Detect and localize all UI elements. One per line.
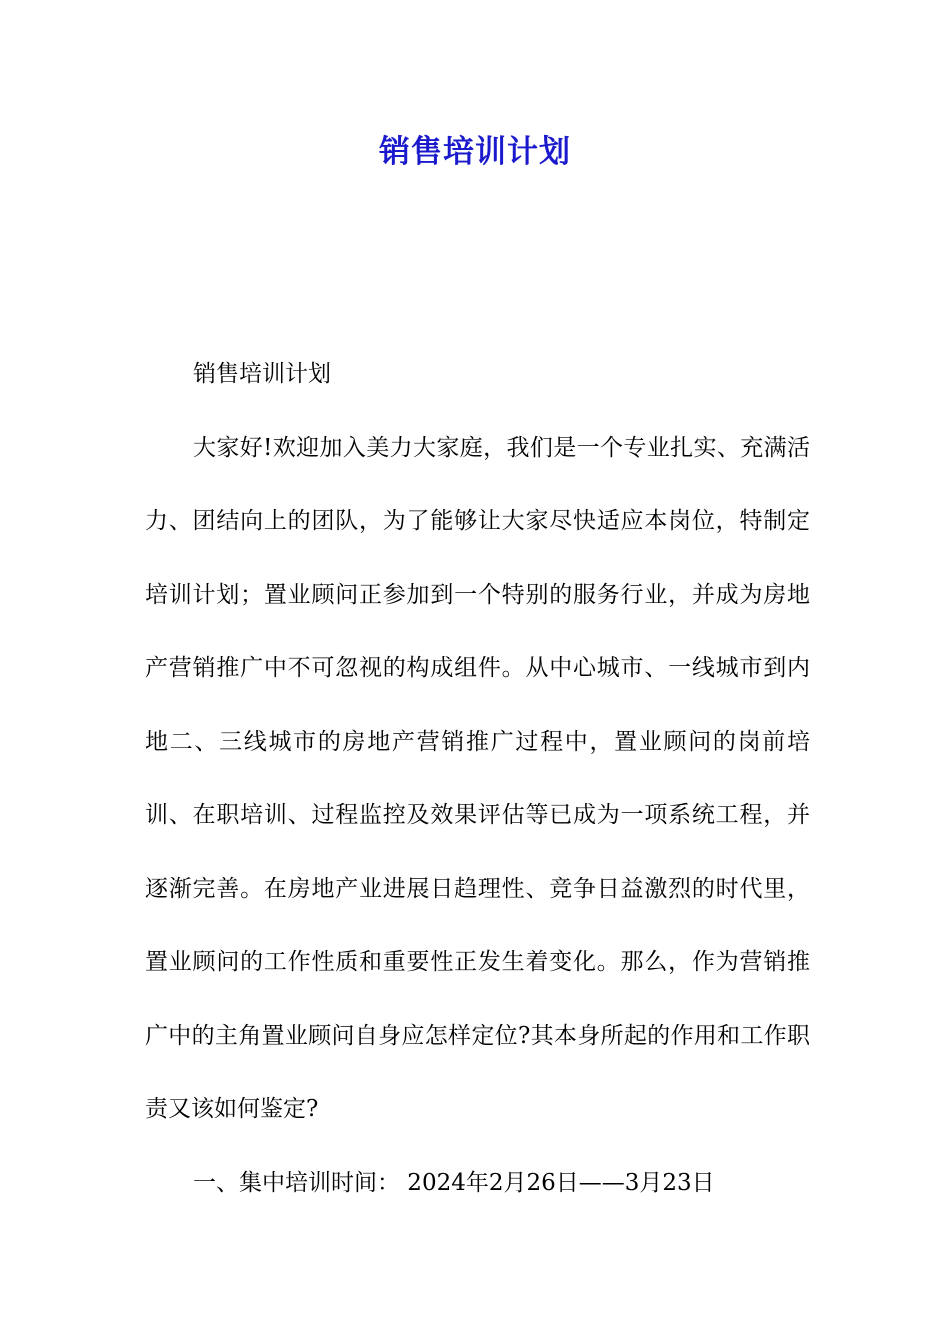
section-heading-training-time: 一、集中培训时间： 2024年2月26日——3月23日	[193, 1169, 715, 1196]
body-subtitle: 销售培训计划	[193, 361, 331, 387]
document-title: 销售培训计划	[379, 134, 571, 170]
intro-paragraph: 大家好!欢迎加入美力大家庭，我们是一个专业扎实、充满活力、团结向上的团队，为了能够让大家尽快适应本岗位，特制定培训计划；置业顾问正参加到一个特别的服务行业，并成为房地产营销推广中不可忽视的构成组件。从中心城市、一线城市到内地二、三线城市的房地产营销推广过程中，置业顾问的岗前培训、在职培训、过程监控及效果评估等已成为一项系统工程，并逐渐完善。在房地产业进展日趋理性、竞争日益激烈的时代里，置业顾问的工作性质和重要性正发生着变化。那么，作为营销推广中的主角置业顾问自身应怎样定位?其本身所起的作用和工作职责又该如何鉴定?	[145, 434, 810, 1122]
document-body	[145, 338, 810, 1220]
